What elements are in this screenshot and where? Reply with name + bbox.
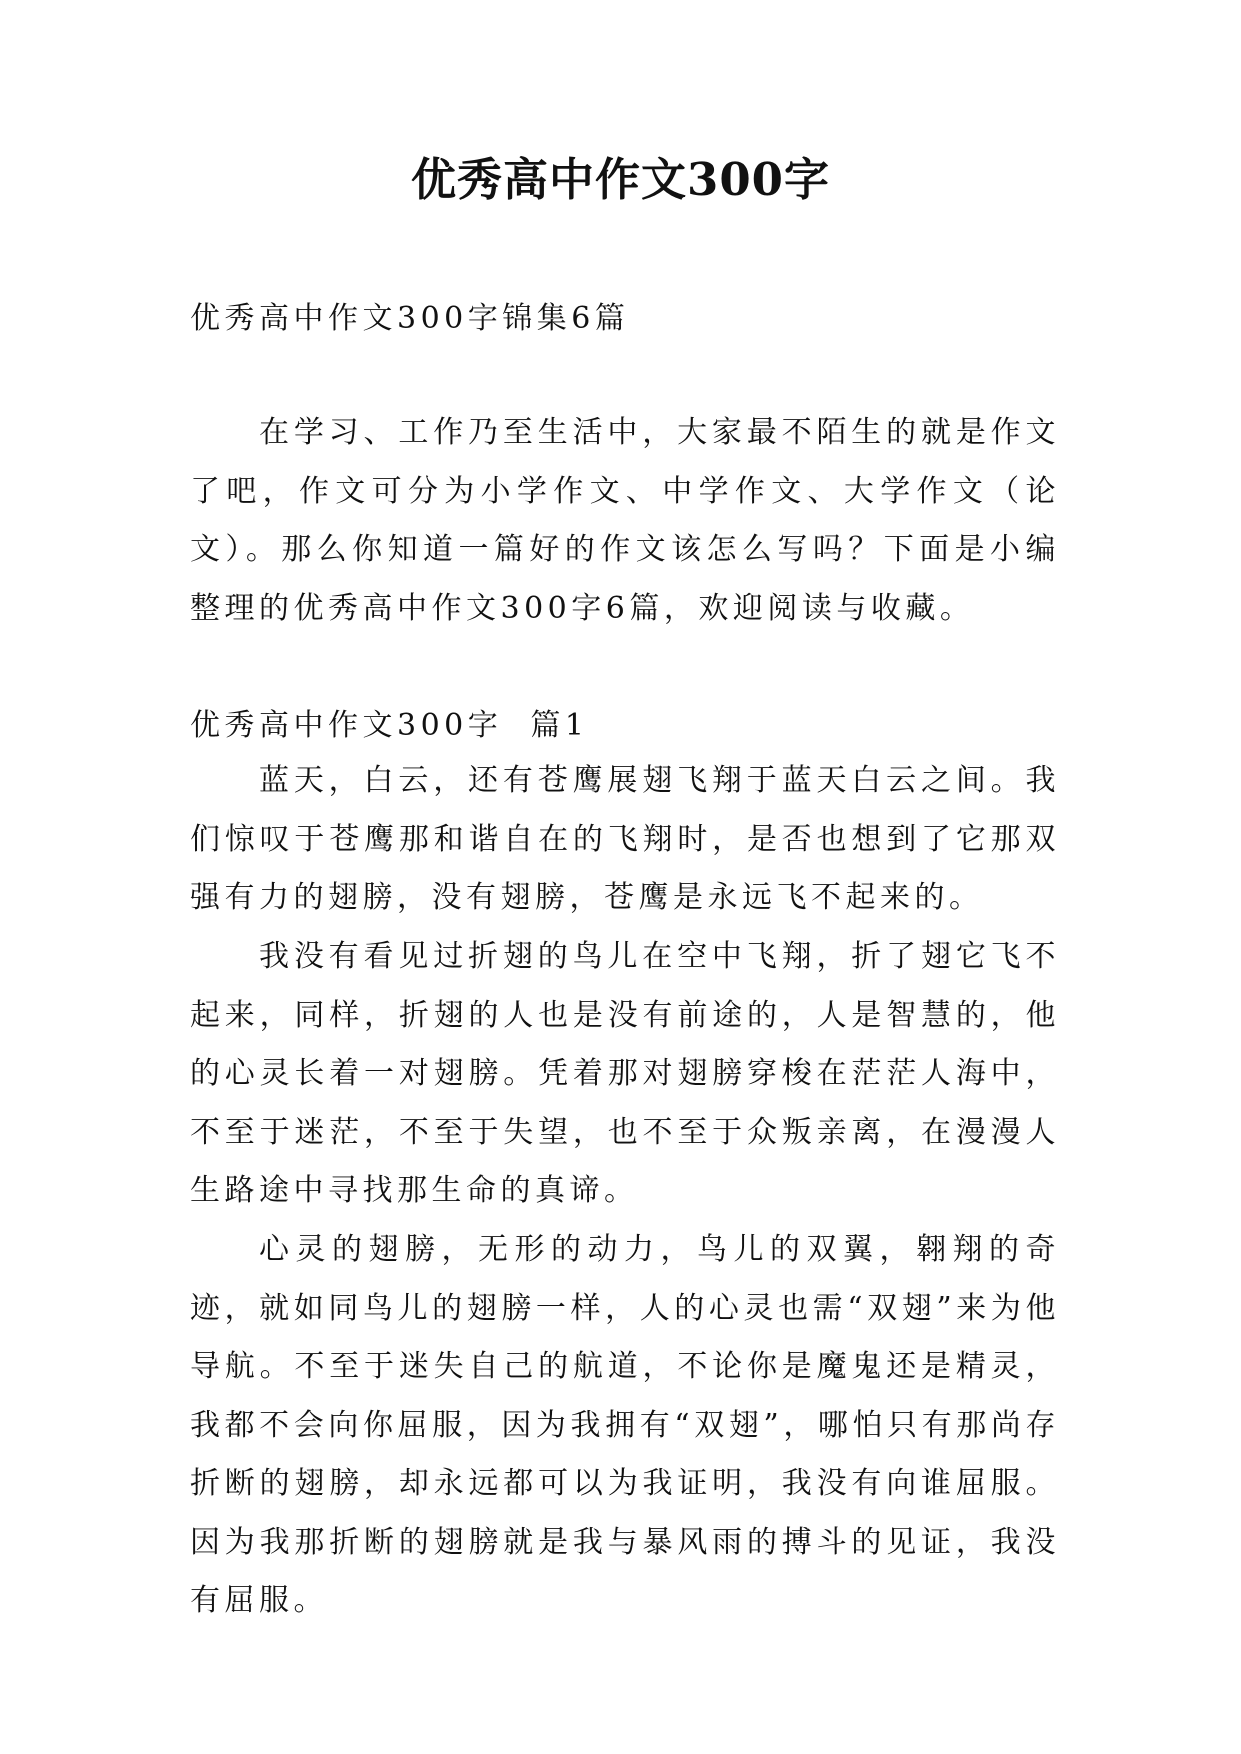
essay-paragraph-2: 我没有看见过折翅的鸟儿在空中飞翔，折了翅它飞不起来，同样，折翅的人也是没有前途的，人是智慧的，他的心灵长着一对翅膀。凭着那对翅膀穿梭在茫茫人海中，不至于迷茫，不至于失望，也不至于众叛亲离，在漫漫人生路途中寻找那生命的真谛。 xyxy=(190,939,1060,1208)
intro-paragraph: 在学习、工作乃至生活中，大家最不陌生的就是作文了吧，作文可分为小学作文、中学作文、大学作文（论文）。那么你知道一篇好的作文该怎么写吗？下面是小编整理的优秀高中作文300字6篇，欢迎阅读与收藏。 xyxy=(190,415,1060,626)
section-heading: 优秀高中作文300字 篇1 xyxy=(190,708,589,743)
essay-paragraph-1: 蓝天，白云，还有苍鹰展翅飞翔于蓝天白云之间。我们惊叹于苍鹰那和谐自在的飞翔时，是否也想到了它那双强有力的翅膀，没有翅膀，苍鹰是永远飞不起来的。 xyxy=(190,763,1060,915)
essay-paragraph-3: 心灵的翅膀，无形的动力，鸟儿的双翼，翱翔的奇迹，就如同鸟儿的翅膀一样，人的心灵也需“双翅”来为他导航。不至于迷失自己的航道，不论你是魔鬼还是精灵，我都不会向你屈服，因为我拥有“双翅”，哪怕只有那尚存折断的翅膀，却永远都可以为我证明，我没有向谁屈服。因为我那折断的翅膀就是我与暴风雨的搏斗的见证，我没有屈服。 xyxy=(190,1232,1060,1618)
document-subtitle: 优秀高中作文300字锦集6篇 xyxy=(190,301,630,336)
document-title: 优秀高中作文300字 xyxy=(411,153,830,206)
